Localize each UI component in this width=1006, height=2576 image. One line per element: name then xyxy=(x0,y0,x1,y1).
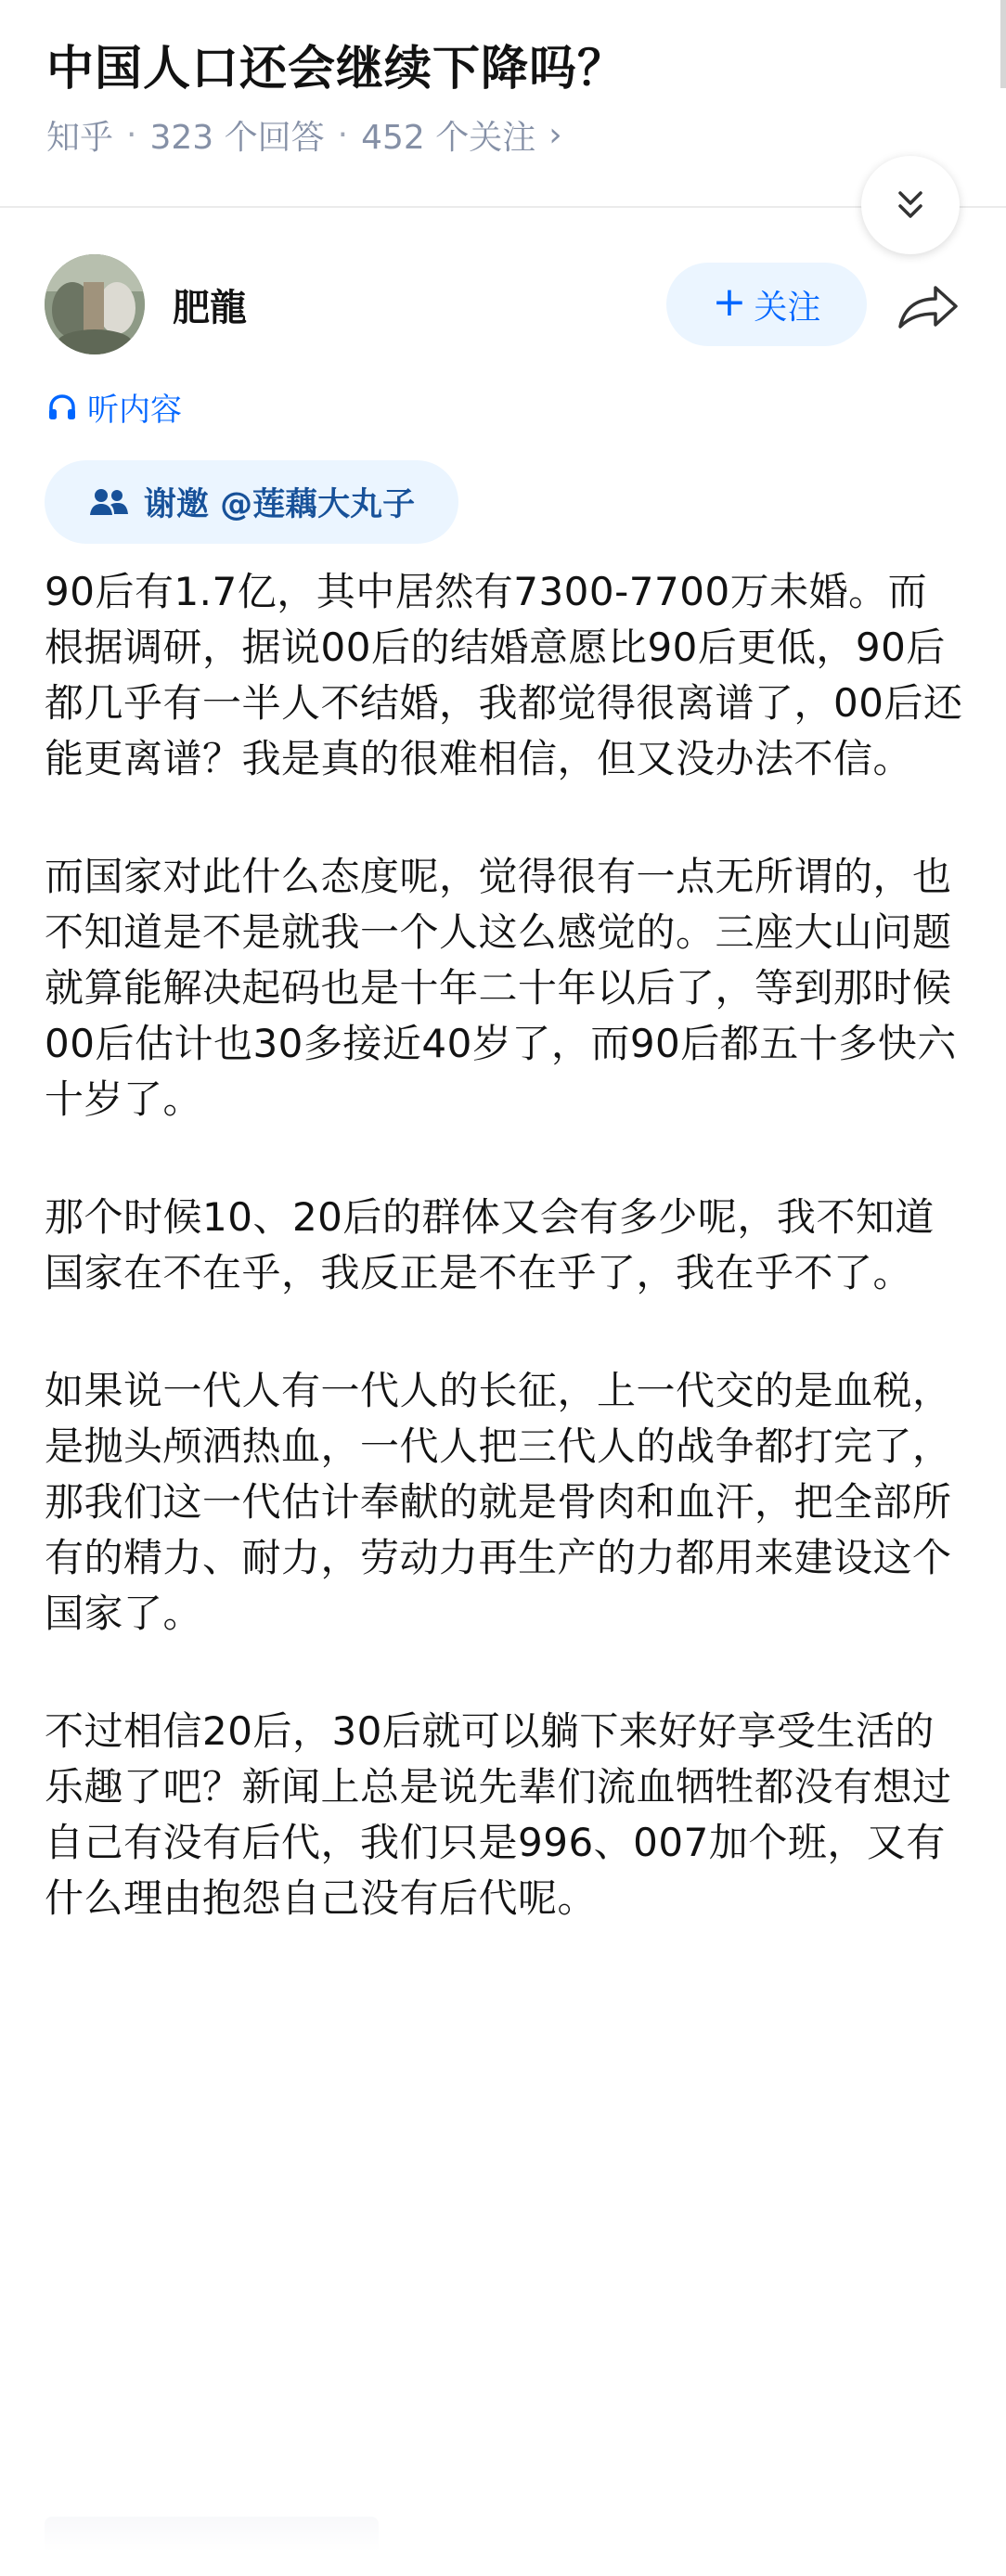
people-icon xyxy=(88,485,129,519)
headphones-icon xyxy=(46,392,78,423)
listen-label: 听内容 xyxy=(87,392,182,429)
listen-button[interactable] xyxy=(46,384,182,430)
answer-paragraph: 不过相信20后，30后就可以躺下来好好享受生活的乐趣了吧？新闻上总是说先辈们流血牺牲都没有想过自己有没有后代，我们只是996、007加个班，又有什么理由抱怨自己没有后代呢。 xyxy=(45,1708,952,1921)
plus-icon: + xyxy=(712,278,747,326)
header-divider xyxy=(0,206,1006,208)
share-arrow-icon xyxy=(895,278,961,334)
answer-count: 323 个回答 xyxy=(149,119,325,157)
double-chevron-down-icon xyxy=(891,186,930,225)
separator-dot: · xyxy=(126,116,137,154)
site-name: 知乎 xyxy=(46,119,114,157)
question-meta[interactable] xyxy=(46,111,562,159)
answer-content xyxy=(45,564,963,1989)
answer-paragraph: 如果说一代人有一代人的长征，上一代交的是血税，是抛头颅洒热血，一代人把三代人的战争都打完了，那我们这一代估计奉献的就是骨肉和血汗，把全部所有的精力、耐力，劳动力再生产的力都用来建设这个国家了。 xyxy=(45,1368,952,1636)
chevron-right-icon: › xyxy=(548,116,562,154)
avatar[interactable] xyxy=(45,254,145,354)
invite-label: 谢邀 @莲藕大丸子 xyxy=(143,486,416,523)
answer-paragraph: 那个时候10、20后的群体又会有多少呢，我不知道国家在不在乎，我反正是不在乎了，我在乎不了。 xyxy=(45,1194,935,1295)
collapse-button[interactable] xyxy=(861,156,960,254)
avatar-image xyxy=(45,254,145,354)
scrollbar[interactable] xyxy=(1000,0,1006,88)
answer-paragraph: 而国家对此什么态度呢，觉得很有一点无所谓的，也不知道是不是就我一个人这么感觉的。三座大山问题就算能解决起码也是十年二十年以后了，等到那时候00后估计也30多接近40岁了，而90后都五十多快六十岁了。 xyxy=(45,854,957,1122)
question-title[interactable]: 中国人口还会继续下降吗？ xyxy=(46,42,626,97)
answer-paragraph: 90后有1.7亿，其中居然有7300-7700万未婚。而根据调研，据说00后的结婚意愿比90后更低，90后都几乎有一半人不结婚，我都觉得很离谱了，00后还能更离谱？我是真的很难相信，但又没办法不信。 xyxy=(45,569,963,781)
follow-label: 关注 xyxy=(754,288,821,327)
bottom-fade xyxy=(0,2496,1006,2576)
invite-chip[interactable] xyxy=(45,460,458,544)
share-button[interactable] xyxy=(895,278,961,334)
separator-dot: · xyxy=(337,116,349,154)
follow-button[interactable] xyxy=(666,263,867,346)
author-name[interactable]: 肥龍 xyxy=(173,287,247,329)
follower-count: 452 个关注 xyxy=(361,119,536,157)
